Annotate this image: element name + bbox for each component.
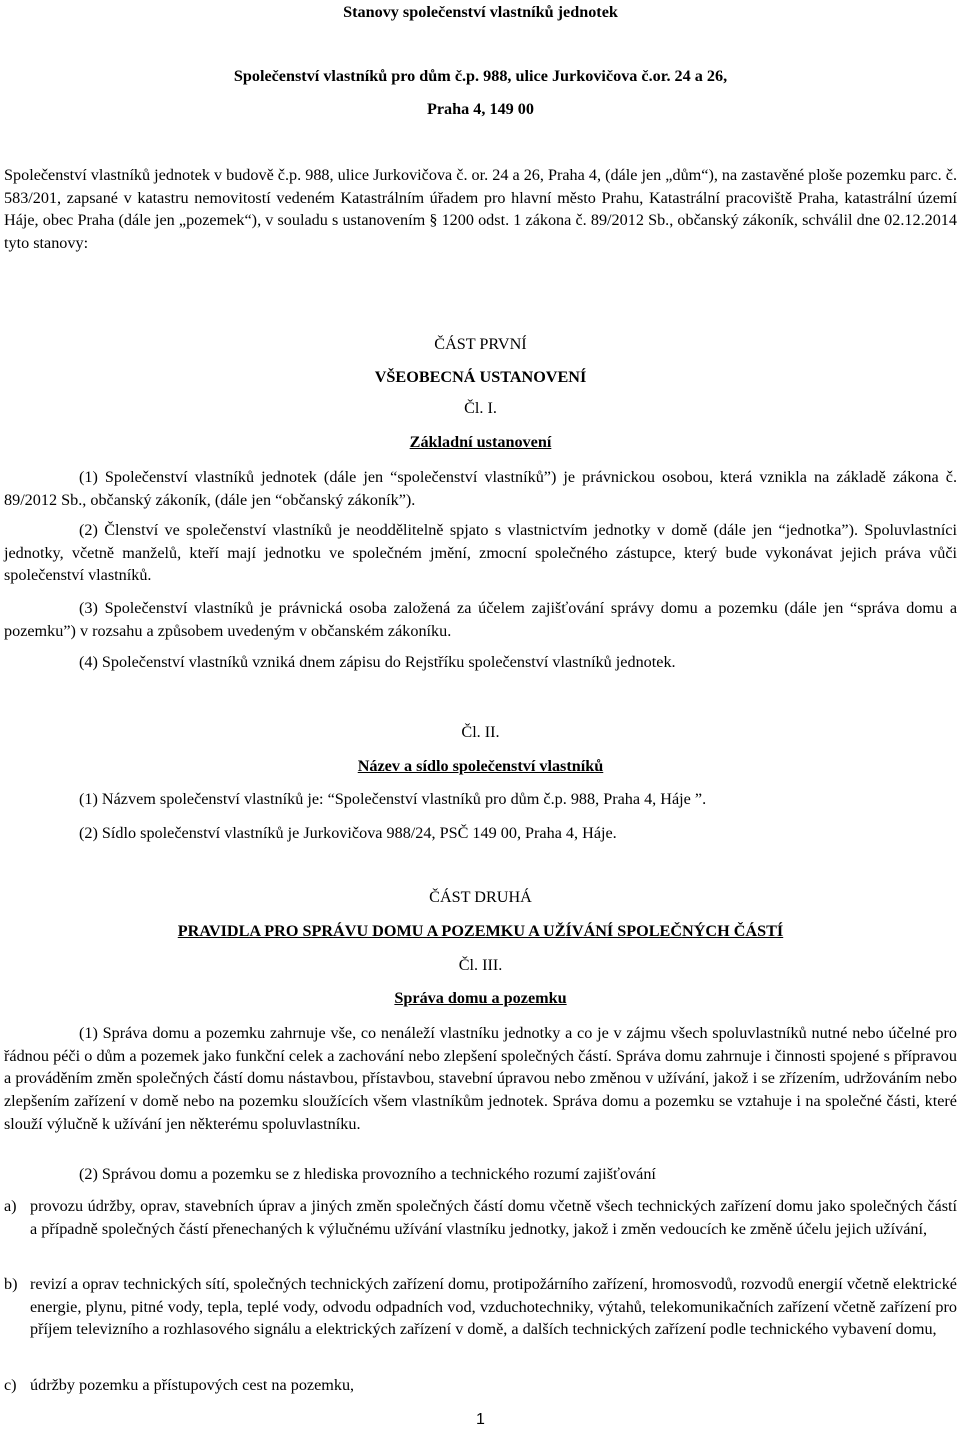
article-1-number: Čl. I. (464, 399, 497, 417)
list-item-letter: b) (4, 1275, 18, 1293)
association-name-line2: Praha 4, 149 00 (426, 100, 534, 118)
list-item-letter: c) (4, 1376, 17, 1394)
article-1-title: Základní ustanovení (409, 433, 552, 451)
article-1-paragraph-3: (3) Společenství vlastníků je právnická osoba založená za účelem zajišťování správy domu a pozemku (dále jen “správa domu a pozemku”) v rozsahu a způsobem uvedeným v občanském zákoníku. (4, 599, 957, 640)
article-1-paragraph-2: (2) Členství ve společenství vlastníků je neoddělitelně spjato s vlastnictvím jednotky v domě (dále jen “jednotka”). Spoluvlastníci jednotky, včetně manželů, kteří mají jednotku ve společném jmění, zmocní společného zástupce, který bude vykonávat jejich práva vůči společenství vlastníků. (4, 521, 957, 585)
article-3-number: Čl. III. (458, 956, 503, 974)
article-1-paragraph-4: (4) Společenství vlastníků vzniká dnem zápisu do Rejstříku společenství vlastníků jednotek. (79, 653, 676, 671)
article-3-paragraph-2: (2) Správou domu a pozemku se z hlediska provozního a technického rozumí zajišťování (79, 1165, 656, 1183)
article-2-number: Čl. II. (461, 723, 500, 741)
article-2-paragraph-2: (2) Sídlo společenství vlastníků je Jurkovičova 988/24, PSČ 149 00, Praha 4, Háje. (79, 824, 617, 842)
article-3-paragraph-1: (1) Správa domu a pozemku zahrnuje vše, co nenáleží vlastníku jednotky a co je v zájmu všech spoluvlastníků nutné nebo účelné pro řádnou péči o dům a pozemek jako funkční celek a zachování nebo zlepšení společných částí. Správa domu zahrnuje i činnosti spojené s přípravou a prováděním změn společných částí domu nástavbou, přístavbou, stavební úpravou nebo změnou v užívání, jakož i se zřízením, udržováním nebo zlepšením zařízení v domě nebo na pozemku sloužících všem vlastníkům jednotek. Správa domu a pozemku se vztahuje i na společné části, které slouží výlučně k užívání jen některému spoluvlastníku. (4, 1024, 957, 1133)
part1-heading: ČÁST PRVNÍ (434, 335, 527, 353)
list-item-letter: a) (4, 1197, 17, 1215)
part1-title: VŠEOBECNÁ USTANOVENÍ (374, 368, 587, 386)
list-item (4, 1273, 957, 1341)
list-item (4, 1374, 957, 1397)
association-name-line1: Společenství vlastníků pro dům č.p. 988, ulice Jurkovičova č.or. 24 a 26, (233, 67, 728, 85)
page-number: 1 (476, 1411, 485, 1428)
article-2-title: Název a sídlo společenství vlastníků (357, 757, 604, 775)
list-item (4, 1195, 957, 1240)
list-item-text: provozu údržby, oprav, stavebních úprav a jiných změn společných částí domu včetně všech technických zařízení domu jako společných částí a případně společných částí přenechaných k výlučnému užívání vlastníku jednotky, jakož i změn vedoucích ke změně účelu jejich užívání, (30, 1197, 957, 1238)
preamble-paragraph: Společenství vlastníků jednotek v budově č.p. 988, ulice Jurkovičova č. or. 24 a 26, Praha 4, (dále jen „dům“), na zastavěné ploše pozemku parc. č. 583/201, zapsané v katastru nemovitostí vedeném Katastrálním úřadem pro hlavní město Prahu, Katastrální pracoviště Praha, katastrální území Háje, obec Praha (dále jen „pozemek“), v souladu s ustanovením § 1200 odst. 1 zákona č. 89/2012 Sb., občanský zákoník, schválil dne 02.12.2014 tyto stanovy: (4, 166, 957, 253)
article-2-paragraph-1: (1) Názvem společenství vlastníků je: “Společenství vlastníků pro dům č.p. 988, Praha 4, Háje ”. (79, 790, 707, 808)
document-title: Stanovy společenství vlastníků jednotek (343, 3, 618, 21)
part2-heading: ČÁST DRUHÁ (429, 888, 532, 906)
article-1-paragraph-1: (1) Společenství vlastníků jednotek (dále jen “společenství vlastníků”) je právnickou osobou, která vznikla na základě zákona č. 89/2012 Sb., občanský zákoník, (dále jen “občanský zákoník”). (4, 468, 957, 509)
list-item-text: revizí a oprav technických sítí, společných technických zařízení domu, protipožárního zařízení, hromosvodů, rozvodů energií včetně elektrické energie, plynu, pitné vody, tepla, teplé vody, odvodu odpadních vod, vzduchotechniky, výtahů, telekomunikačních zařízení včetně zařízení pro příjem televizního a rozhlasového signálu a elektrických zařízení v domě, a dalších technických zařízení podle technického vybavení domu, (30, 1275, 957, 1339)
article-3-title: Správa domu a pozemku (394, 989, 567, 1007)
part2-title: PRAVIDLA PRO SPRÁVU DOMU A POZEMKU A UŽÍVÁNÍ SPOLEČNÝCH ČÁSTÍ (177, 922, 784, 940)
list-item-text: údržby pozemku a přístupových cest na pozemku, (30, 1376, 355, 1394)
